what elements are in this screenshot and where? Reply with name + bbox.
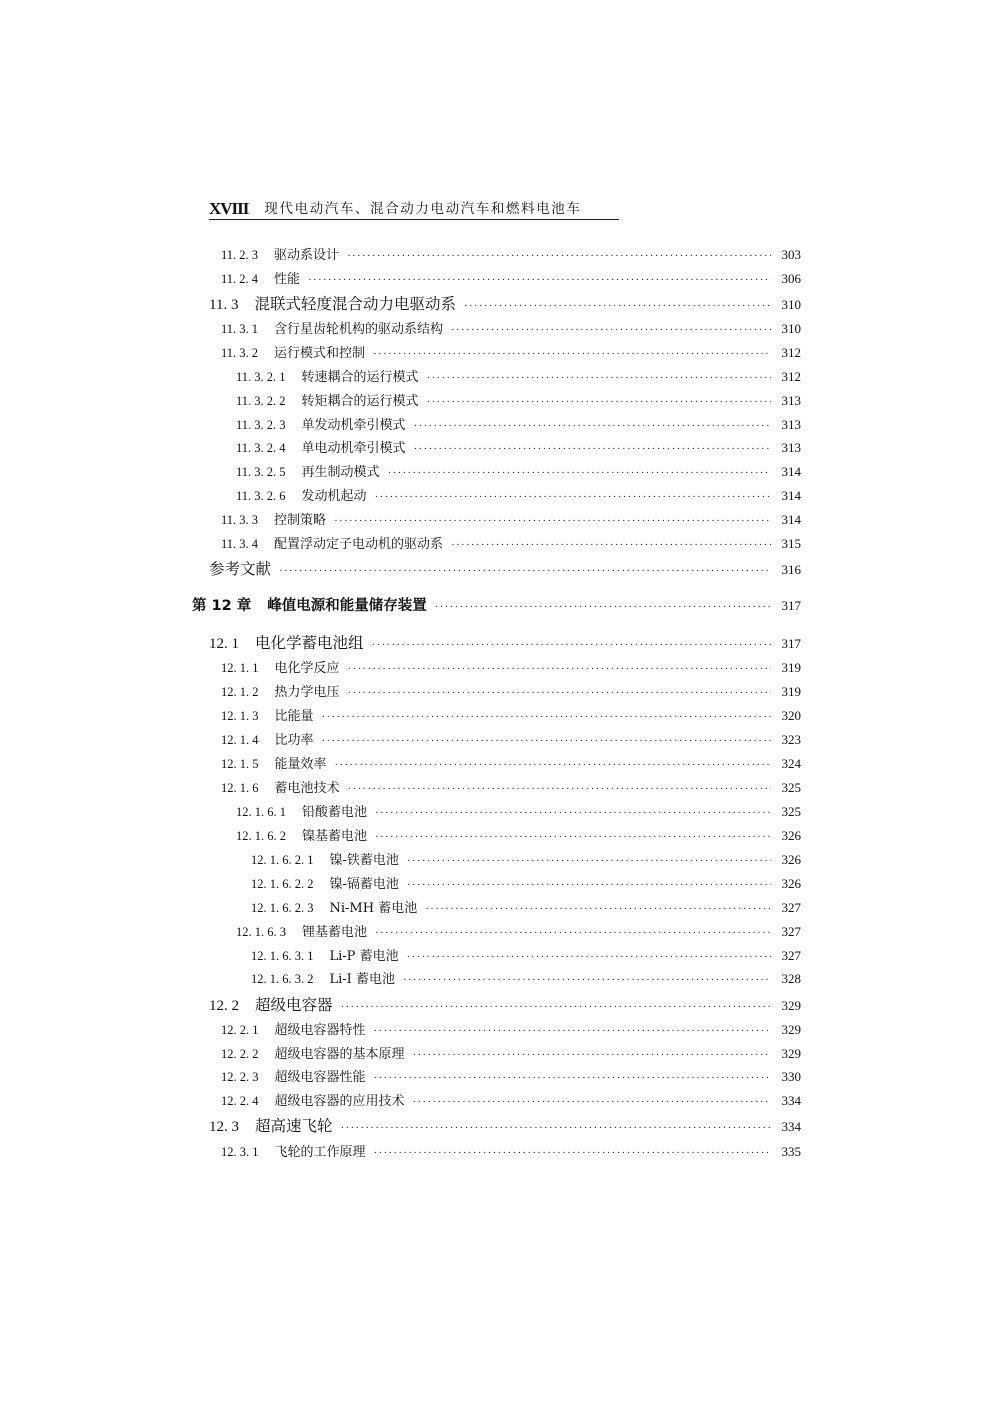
- entry-number: 12. 1. 6. 2. 2: [251, 877, 314, 891]
- entry-number: 12. 1. 6. 3. 2: [251, 972, 314, 986]
- entry-title: 能量效率: [274, 757, 327, 772]
- entry-title: 单电动机牵引模式: [301, 441, 406, 456]
- entry-title: 比功率: [274, 733, 314, 748]
- entry-number: 11. 3: [209, 297, 239, 313]
- entry-title: 配置浮动定子电动机的驱动系: [274, 537, 444, 552]
- entry-page: 327: [781, 924, 801, 939]
- entry-title: 转矩耦合的运行模式: [301, 394, 419, 409]
- entry-title: 超级电容器的应用技术: [274, 1094, 405, 1109]
- entry-number: 11. 3. 4: [221, 537, 259, 551]
- dot-leader: [347, 250, 771, 262]
- entry-title: 转速耦合的运行模式: [301, 370, 419, 385]
- chapter-number: 第 12 章: [192, 598, 252, 614]
- dot-leader: [374, 1025, 771, 1037]
- dot-leader: [427, 396, 771, 408]
- entry-page: 327: [781, 948, 801, 963]
- entry-number: 12. 1. 6: [221, 781, 259, 795]
- entry-title: Ni-MH 蓄电池: [329, 901, 418, 916]
- toc-entry[interactable]: [221, 753, 801, 772]
- entry-title: Li-I 蓄电池: [329, 972, 395, 987]
- dot-leader: [451, 324, 771, 336]
- dot-leader: [348, 663, 771, 675]
- dot-leader: [348, 783, 771, 795]
- toc-entry[interactable]: [251, 945, 801, 964]
- toc-entry[interactable]: [209, 292, 801, 314]
- entry-number: 11. 3. 2. 2: [236, 394, 286, 408]
- dot-leader: [414, 420, 771, 432]
- entry-title: 超级电容器特性: [274, 1023, 366, 1038]
- entry-page: 334: [781, 1093, 801, 1108]
- entry-title: 性能: [274, 272, 301, 287]
- toc-entry[interactable]: [221, 318, 801, 337]
- entry-page: 314: [781, 488, 801, 503]
- toc-entry[interactable]: [221, 533, 801, 552]
- entry-page: 329: [781, 1046, 801, 1061]
- entry-title: 驱动系设计: [274, 248, 340, 263]
- toc-entry[interactable]: [221, 244, 801, 263]
- entry-number: 12. 1. 6. 2: [236, 829, 286, 843]
- entry-number: 11. 3. 2. 6: [236, 489, 286, 503]
- toc-entry[interactable]: [236, 461, 801, 480]
- entry-page: 313: [781, 440, 801, 455]
- toc-entry[interactable]: [251, 849, 801, 868]
- toc-entry[interactable]: [221, 268, 801, 287]
- entry-page: 329: [781, 1022, 801, 1037]
- entry-title: 蓄电池技术: [274, 781, 340, 796]
- entry-page: 335: [781, 1144, 801, 1159]
- entry-number: 12. 1. 6. 2. 3: [251, 901, 314, 915]
- entry-title: 混联式轻度混合动力电驱动系: [254, 295, 456, 313]
- dot-leader: [373, 348, 771, 360]
- entry-title: 比能量: [274, 709, 314, 724]
- entry-page: 317: [781, 636, 801, 651]
- toc-entry-chapter[interactable]: [192, 594, 801, 615]
- dot-leader: [425, 903, 771, 915]
- entry-number: 12. 1. 4: [221, 733, 259, 747]
- entry-number: 11. 3. 2: [221, 346, 259, 360]
- entry-number: 11. 3. 2. 4: [236, 441, 286, 455]
- entry-page: 334: [781, 1119, 801, 1134]
- dot-leader: [407, 879, 771, 891]
- entry-number: 12. 3. 1: [221, 1145, 259, 1159]
- dot-leader: [407, 951, 771, 963]
- entry-page: 314: [781, 464, 801, 479]
- entry-page: 319: [781, 684, 801, 699]
- entry-title: 热力学电压: [274, 685, 340, 700]
- toc-entry[interactable]: [236, 437, 801, 456]
- entry-number: 12. 1: [209, 636, 239, 652]
- toc-entry[interactable]: [221, 1043, 801, 1062]
- entry-number: 12. 1. 6. 1: [236, 805, 286, 819]
- entry-page: 320: [781, 708, 801, 723]
- dot-leader: [403, 974, 771, 986]
- toc-entry[interactable]: [209, 993, 801, 1015]
- entry-page: 312: [781, 369, 801, 384]
- entry-page: 328: [781, 971, 801, 986]
- entry-title: 控制策略: [274, 513, 327, 528]
- entry-title: 镍基蓄电池: [302, 829, 368, 844]
- entry-page: 326: [781, 828, 801, 843]
- toc-entry[interactable]: [221, 1066, 801, 1085]
- entry-number: 11. 2. 4: [221, 272, 259, 286]
- entry-number: 12. 2. 3: [221, 1070, 259, 1084]
- entry-title: 镍-铁蓄电池: [329, 853, 399, 868]
- entry-page: 316: [781, 562, 801, 577]
- entry-title: 运行模式和控制: [274, 346, 366, 361]
- dot-leader: [427, 372, 771, 384]
- toc-entry[interactable]: [221, 777, 801, 796]
- entry-title: 发动机起动: [301, 489, 367, 504]
- toc-entry[interactable]: [251, 897, 801, 916]
- entry-number: 12. 2. 2: [221, 1047, 259, 1061]
- entry-title: 超高速飞轮: [255, 1117, 333, 1135]
- entry-page: 326: [781, 876, 801, 891]
- entry-page: 325: [781, 804, 801, 819]
- entry-page: 314: [781, 512, 801, 527]
- dot-leader: [413, 1096, 771, 1108]
- entry-number: 12. 3: [209, 1119, 239, 1135]
- entry-number: 11. 3. 2. 1: [236, 370, 286, 384]
- entry-page: 306: [781, 271, 801, 286]
- toc-entry[interactable]: [221, 509, 801, 528]
- toc-entry[interactable]: [221, 1141, 801, 1160]
- dot-leader: [334, 515, 771, 527]
- entry-page: 323: [781, 732, 801, 747]
- entry-page: 310: [781, 321, 801, 336]
- entry-title: 飞轮的工作原理: [274, 1145, 366, 1160]
- toc-entry[interactable]: [221, 657, 801, 676]
- dot-leader: [374, 1147, 771, 1159]
- dot-leader: [435, 601, 771, 613]
- dot-leader: [341, 1001, 771, 1013]
- running-header: [209, 198, 619, 220]
- entry-title: Li-P 蓄电池: [329, 949, 399, 964]
- entry-page: 325: [781, 780, 801, 795]
- entry-title: 镍-镉蓄电池: [329, 877, 399, 892]
- entry-number: 11. 3. 3: [221, 513, 259, 527]
- dot-leader: [308, 274, 771, 286]
- toc-entry[interactable]: [221, 1090, 801, 1109]
- toc-entry[interactable]: [221, 1019, 801, 1038]
- entry-page: 313: [781, 417, 801, 432]
- dot-leader: [375, 491, 771, 503]
- toc-entry[interactable]: [209, 631, 801, 653]
- dot-leader: [413, 1049, 771, 1061]
- entry-number: 11. 3. 2. 3: [236, 418, 286, 432]
- toc-entry[interactable]: [236, 366, 801, 385]
- entry-number: 12. 1. 5: [221, 757, 259, 771]
- toc-entry[interactable]: [236, 921, 801, 940]
- entry-page: 315: [781, 536, 801, 551]
- entry-number: 12. 1. 3: [221, 709, 259, 723]
- toc-entry[interactable]: [236, 825, 801, 844]
- dot-leader: [414, 443, 771, 455]
- entry-number: 12. 1. 6. 3. 1: [251, 949, 314, 963]
- entry-number: 12. 1. 6. 2. 1: [251, 853, 314, 867]
- dot-leader: [388, 467, 771, 479]
- entry-number: 12. 2: [209, 998, 239, 1014]
- dot-leader: [335, 759, 771, 771]
- dot-leader: [407, 855, 771, 867]
- entry-number: 11. 2. 3: [221, 248, 259, 262]
- entry-title: 电化学反应: [274, 661, 340, 676]
- entry-number: 12. 2. 4: [221, 1094, 259, 1108]
- toc-entry-references[interactable]: [209, 557, 801, 579]
- entry-number: 12. 1. 2: [221, 685, 259, 699]
- dot-leader: [464, 300, 771, 312]
- toc-entry[interactable]: [236, 485, 801, 504]
- chapter-title: 峰值电源和能量储存装置: [267, 598, 427, 614]
- entry-number: 12. 1. 6. 3: [236, 925, 286, 939]
- dot-leader: [451, 539, 771, 551]
- entry-page: 329: [781, 998, 801, 1013]
- entry-title: 铅酸蓄电池: [302, 805, 368, 820]
- entry-number: 12. 2. 1: [221, 1023, 259, 1037]
- toc-entry[interactable]: [221, 705, 801, 724]
- page-number: XVIII: [209, 199, 249, 218]
- entry-page: 313: [781, 393, 801, 408]
- entry-title: 超级电容器的基本原理: [274, 1047, 405, 1062]
- entry-page: 327: [781, 900, 801, 915]
- entry-title: 超级电容器性能: [274, 1070, 366, 1085]
- dot-leader: [348, 687, 771, 699]
- dot-leader: [375, 831, 771, 843]
- toc-entry[interactable]: [221, 681, 801, 700]
- entry-page: 303: [781, 247, 801, 262]
- entry-title: 单发动机牵引模式: [301, 418, 406, 433]
- entry-number: 12. 1. 1: [221, 661, 259, 675]
- entry-title: 再生制动模式: [301, 465, 380, 480]
- entry-title: 超级电容器: [255, 996, 333, 1014]
- entry-title: 电化学蓄电池组: [255, 634, 364, 652]
- toc-entry[interactable]: [221, 342, 801, 361]
- dot-leader: [279, 565, 771, 577]
- entry-title: 锂基蓄电池: [302, 925, 368, 940]
- entry-page: 330: [781, 1069, 801, 1084]
- entry-number: 11. 3. 2. 5: [236, 465, 286, 479]
- entry-page: 319: [781, 660, 801, 675]
- entry-page: 310: [781, 297, 801, 312]
- entry-title: 参考文献: [209, 560, 272, 578]
- entry-page: 317: [781, 598, 801, 613]
- entry-title: 含行星齿轮机构的驱动系结构: [274, 322, 444, 337]
- entry-page: 324: [781, 756, 801, 771]
- entry-page: 312: [781, 345, 801, 360]
- entry-page: 326: [781, 852, 801, 867]
- toc-entry[interactable]: [236, 414, 801, 433]
- toc-entry[interactable]: [236, 390, 801, 409]
- dot-leader: [322, 735, 771, 747]
- dot-leader: [375, 927, 771, 939]
- dot-leader: [341, 1122, 771, 1134]
- entry-number: 11. 3. 1: [221, 322, 259, 336]
- dot-leader: [374, 1072, 771, 1084]
- toc-entry[interactable]: [251, 968, 801, 987]
- dot-leader: [375, 807, 771, 819]
- toc-entry[interactable]: [236, 801, 801, 820]
- dot-leader: [322, 711, 771, 723]
- dot-leader: [372, 639, 771, 651]
- toc-entry[interactable]: [251, 873, 801, 892]
- book-title: 现代电动汽车、混合动力电动汽车和燃料电池车: [264, 201, 582, 217]
- toc-entry[interactable]: [209, 1114, 801, 1136]
- toc-entry[interactable]: [221, 729, 801, 748]
